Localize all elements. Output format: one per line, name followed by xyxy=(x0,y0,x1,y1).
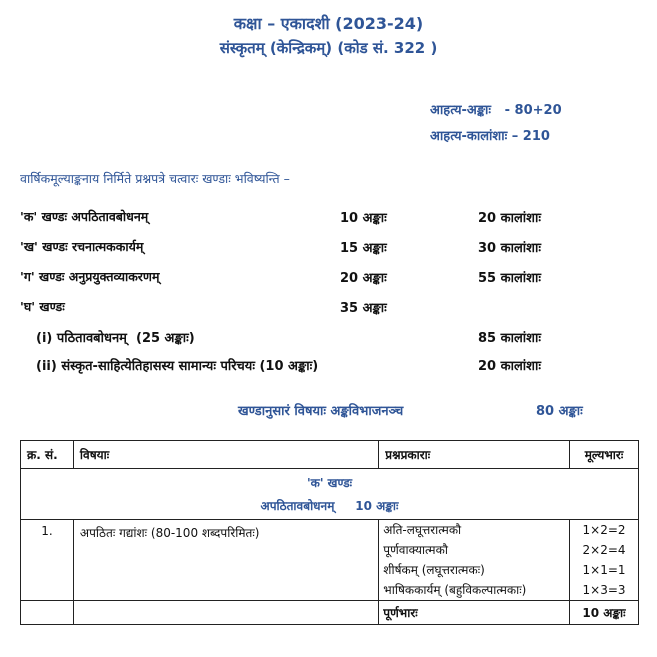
section-ka-marks: 10 अङ्काः xyxy=(340,211,387,226)
total-marks: आहत्य-अङ्काः - 80+20 xyxy=(430,103,562,118)
table-total-row xyxy=(21,601,639,625)
marks-item: 1×3=3 xyxy=(582,583,626,597)
marks-item: 1×2=2 xyxy=(582,523,626,537)
table-section-title: अपठितावबोधनम् 10 अङ्काः xyxy=(260,499,399,513)
table-row xyxy=(21,520,639,601)
subsection-1-periods: 85 कालांशाः xyxy=(478,331,541,346)
marks-item: 1×1=1 xyxy=(582,563,626,577)
header-question-type: प्रश्नप्रकाराः xyxy=(379,441,570,469)
distribution-label: खण्डानुसारं विषयाः अङ्कविभाजनञ्च xyxy=(238,404,404,419)
total-marks-value: 10 अङ्काः xyxy=(570,601,639,625)
marks-table xyxy=(20,440,639,625)
section-kha-periods: 30 कालांशाः xyxy=(478,241,541,256)
section-kha-label: 'ख' खण्डः रचनात्मककार्यम् xyxy=(20,239,144,254)
total-periods: आहत्य-कालांशाः – 210 xyxy=(430,129,550,144)
subsection-1-label: (i) पठितावबोधनम् (25 अङ्काः) xyxy=(36,331,195,346)
section-ga-label: 'ग' खण्डः अनुप्रयुक्तव्याकरणम् xyxy=(20,269,160,284)
table-section-name: 'क' खण्डः xyxy=(306,476,353,490)
header-subject: विषयाः xyxy=(73,441,378,469)
class-title: कक्षा – एकादशी (2023-24) xyxy=(233,14,424,33)
section-gha-marks: 35 अङ्काः xyxy=(340,301,387,316)
header-weightage: मूल्यभारः xyxy=(570,441,639,469)
section-heading-row xyxy=(21,469,639,520)
total-empty-cell xyxy=(73,601,378,625)
marks-item: 2×2=4 xyxy=(582,543,626,557)
section-ga-periods: 55 कालांशाः xyxy=(478,271,541,286)
subsection-2-periods: 20 कालांशाः xyxy=(478,359,541,374)
distribution-marks: 80 अङ्काः xyxy=(536,404,583,419)
subsection-2-label: (ii) संस्कृत-साहित्येतिहासस्य सामान्यः परिचयः (10 अङ्काः) xyxy=(36,359,319,374)
question-type-item: पूर्णवाक्यात्मकौ xyxy=(383,543,448,557)
section-kha-marks: 15 अङ्काः xyxy=(340,241,387,256)
intro-text: वार्षिकमूल्याङ्कनाय निर्मिते प्रश्नपत्रे चत्वारः खण्डाः भविष्यन्ति – xyxy=(20,171,290,186)
section-ka-periods: 20 कालांशाः xyxy=(478,211,541,226)
section-ga-marks: 20 अङ्काः xyxy=(340,271,387,286)
row-subject: अपठितः गद्यांशः (80-100 शब्दपरिमितः) xyxy=(73,520,378,601)
header-serial: क्र. सं. xyxy=(21,441,74,469)
total-label: पूर्णभारः xyxy=(379,601,570,625)
subject-title: संस्कृतम् (केन्द्रिकम्) (कोड सं. 322 ) xyxy=(219,39,438,57)
question-type-item: भाषिककार्यम् (बहुविकल्पात्मकाः) xyxy=(383,583,527,597)
section-ka-label: 'क' खण्डः अपठितावबोधनम् xyxy=(20,209,149,224)
question-type-item: अति-लघूत्तरात्मकौ xyxy=(383,523,462,537)
section-gha-label: 'घ' खण्डः xyxy=(20,299,65,314)
table-header-row xyxy=(21,441,639,469)
question-type-item: शीर्षकम् (लघूत्तरात्मकः) xyxy=(383,563,485,577)
row-marks xyxy=(570,520,639,601)
row-serial: 1. xyxy=(21,520,74,601)
row-question-types xyxy=(379,520,570,601)
total-empty-cell xyxy=(21,601,74,625)
